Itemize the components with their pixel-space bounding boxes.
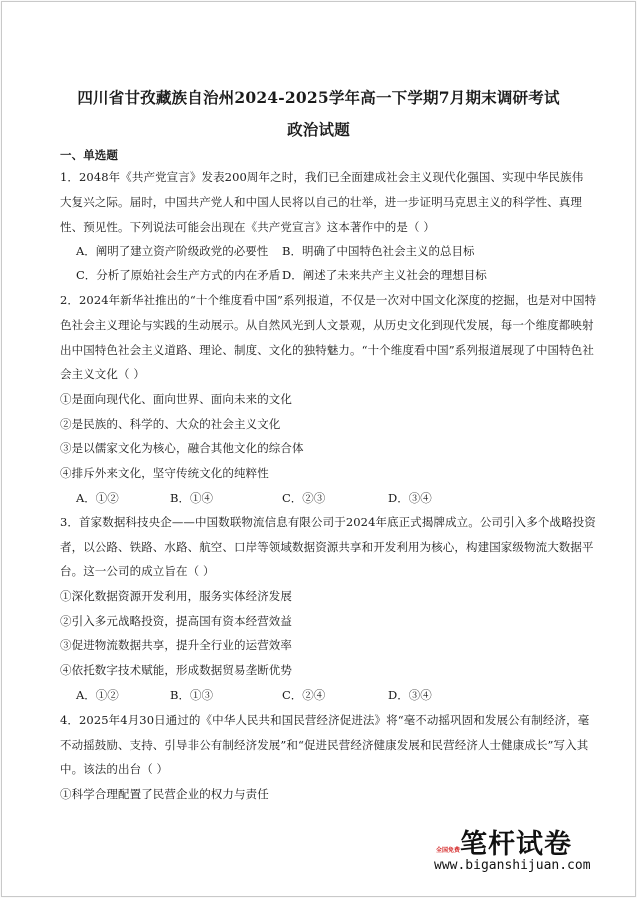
question-3-item: ①深化数据资源开发利用，服务实体经济发展: [60, 589, 292, 603]
question-1-option-c: C．分析了原始社会生产方式的内在矛盾: [76, 268, 281, 282]
question-4-text-line: 不动摇鼓励、支持、引导非公有制经济发展”和“促进民营经济健康发展和民营经济人士健康成长”写入其: [60, 738, 589, 752]
question-2-item: ①是面向现代化、面向世界、面向未来的文化: [60, 392, 292, 406]
question-3-text-line: 者，以公路、铁路、水路、航空、口岸等领域数据资源共享和开发利用为核心，构建国家级物流大数据平: [60, 540, 594, 554]
watermark-brand: 笔杆试卷: [460, 829, 572, 860]
watermark-badge: 全国免费: [436, 847, 461, 854]
question-3-option-b: B．①③: [170, 688, 213, 702]
question-2-text-line: 出中国特色社会主义道路、理论、制度、文化的独特魅力。“十个维度看中国”系列报道展现了中国特色社: [60, 343, 594, 357]
question-4-text-line: 4．2025年4月30日通过的《中华人民共和国民营经济促进法》将“毫不动摇巩固和发展公有制经济，毫: [60, 713, 590, 727]
question-1-text-line: 1．2048年《共产党宣言》发表200周年之时，我们已全面建成社会主义现代化强国、实现中华民族伟: [60, 170, 584, 184]
question-3-option-a: A．①②: [76, 688, 119, 702]
question-4-item: ①科学合理配置了民营企业的权力与责任: [60, 787, 269, 801]
question-3-item: ④依托数字技术赋能，形成数据贸易垄断优势: [60, 663, 292, 677]
question-2-text-line: 色社会主义理论与实践的生动展示。从自然风光到人文景观，从历史文化到现代发展，每一个维度都映射: [60, 318, 594, 332]
question-2-option-a: A．①②: [76, 491, 119, 505]
question-2-option-b: B．①④: [170, 491, 213, 505]
watermark-url: www.biganshijuan.com: [434, 858, 591, 873]
question-2-text-line: 2．2024年新华社推出的“十个维度看中国”系列报道，不仅是一次对中国文化深度的挖掘，也是对中国特: [60, 293, 597, 307]
question-3-text-line: 台。这一公司的成立旨在（ ）: [60, 564, 215, 578]
question-2-item: ④排斥外来文化，坚守传统文化的纯粹性: [60, 466, 269, 480]
question-3-option-d: D．③④: [388, 688, 432, 702]
question-1-option-a: A．阐明了建立资产阶级政党的必要性: [76, 244, 269, 258]
section-heading: 一、单选题: [60, 148, 118, 162]
question-3-item: ③促进物流数据共享，提升全行业的运营效率: [60, 638, 292, 652]
exam-subtitle: 政治试题: [287, 120, 350, 139]
question-2-item: ②是民族的、科学的、大众的社会主义文化: [60, 417, 281, 431]
brand-watermark: [430, 822, 600, 882]
question-3-option-c: C．②④: [282, 688, 326, 702]
question-1-text-line: 性、预见性。下列说法可能会出现在《共产党宣言》这本著作中的是（ ）: [60, 220, 435, 234]
exam-title: 四川省甘孜藏族自治州2024-2025学年高一下学期7月期末调研考试: [77, 88, 560, 107]
question-2-option-c: C．②③: [282, 491, 326, 505]
question-2-item: ③是以儒家文化为核心，融合其他文化的综合体: [60, 441, 304, 455]
question-2-option-d: D．③④: [388, 491, 432, 505]
question-3-text-line: 3．首家数据科技央企——中国数联物流信息有限公司于2024年底正式揭牌成立。公司引入多个战略投资: [60, 515, 596, 529]
question-3-item: ②引入多元战略投资，提高国有资本经营效益: [60, 614, 292, 628]
question-4-text-line: 中。该法的出台（ ）: [60, 762, 169, 776]
question-2-text-line: 会主义文化（ ）: [60, 367, 145, 381]
question-1-text-line: 大复兴之际。届时，中国共产党人和中国人民将以自己的壮举，进一步证明马克思主义的科学性、真理: [60, 195, 582, 209]
question-1-option-d: D．阐述了未来共产主义社会的理想目标: [282, 268, 487, 282]
question-1-option-b: B．明确了中国特色社会主义的总目标: [282, 244, 475, 258]
